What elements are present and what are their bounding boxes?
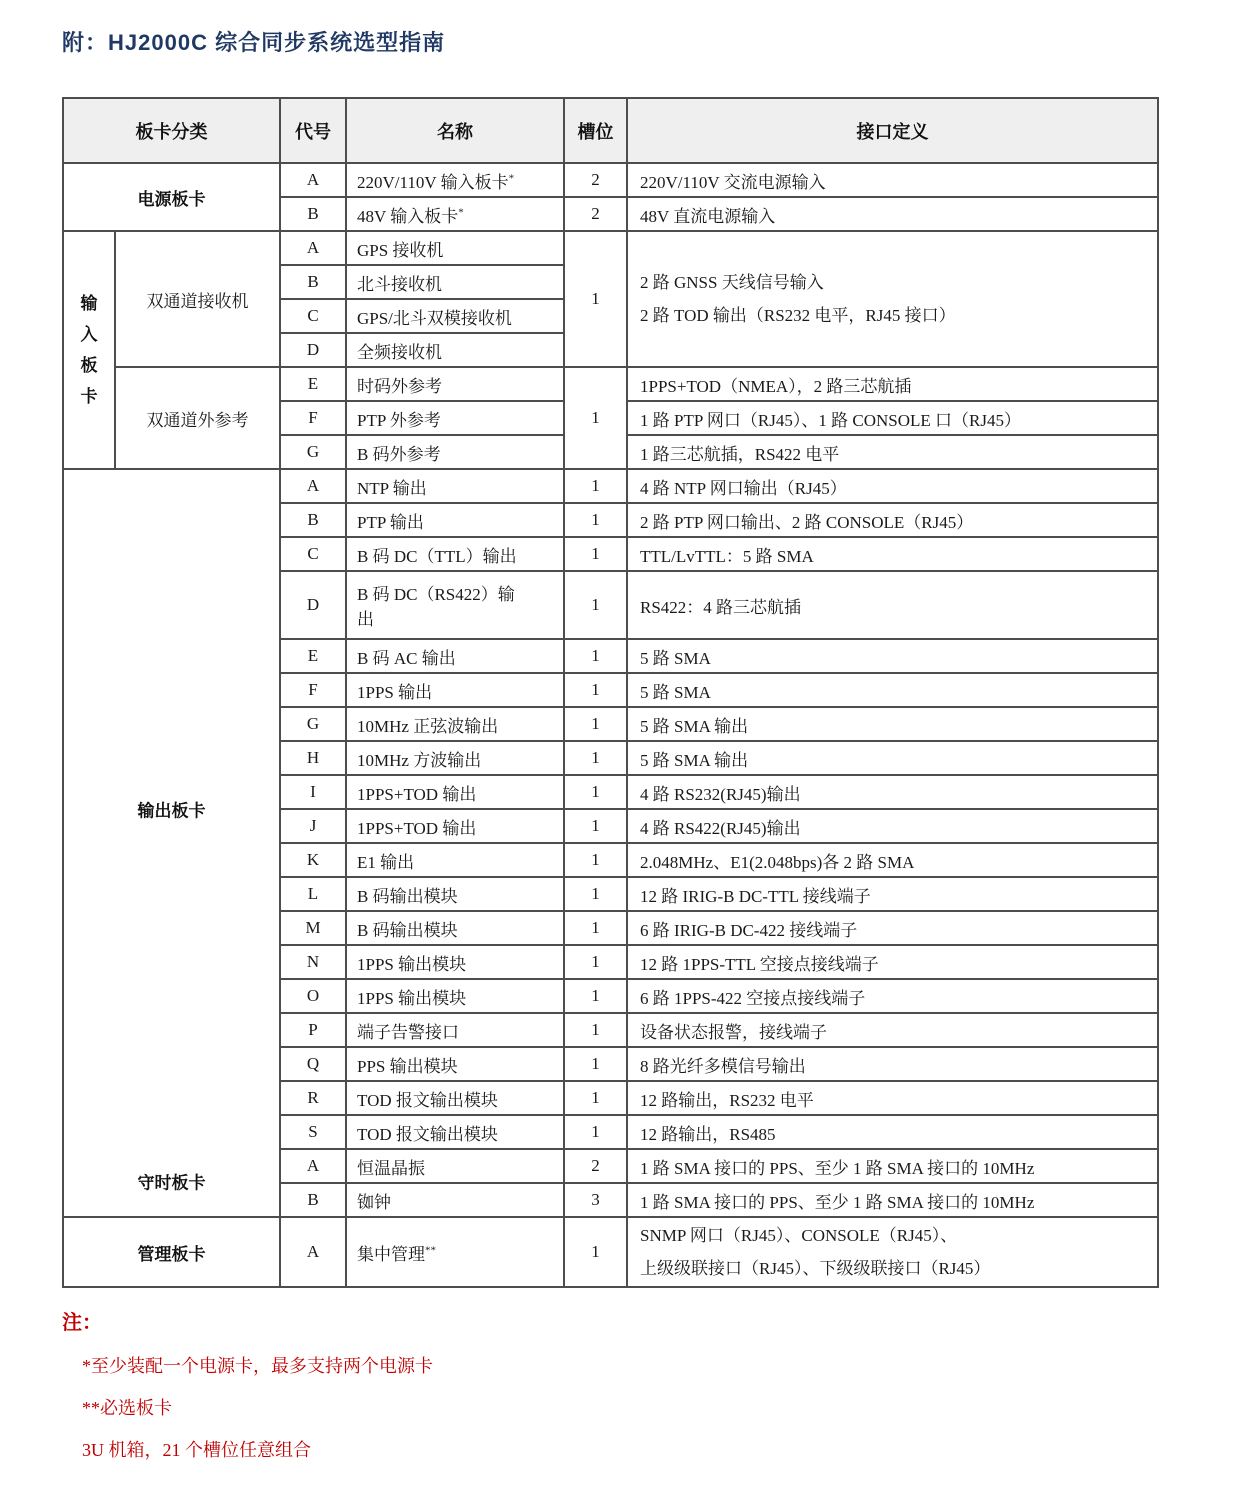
name-cell: TOD 报文输出模块	[346, 1115, 564, 1149]
code-cell: A	[280, 1217, 346, 1287]
slot-cell: 2	[564, 197, 627, 231]
subsection-label-ext-ref: 双通道外参考	[115, 367, 280, 469]
slot-cell: 2	[564, 1149, 627, 1183]
slot-cell: 1	[564, 231, 627, 367]
table-row	[63, 469, 1158, 503]
interface-cell	[627, 231, 1158, 367]
slot-cell: 1	[564, 707, 627, 741]
code-cell: F	[280, 401, 346, 435]
slot-cell: 1	[564, 979, 627, 1013]
name-text: 220V/110V 输入板卡	[357, 172, 509, 192]
interface-cell: 5 路 SMA	[627, 673, 1158, 707]
slot-cell: 1	[564, 673, 627, 707]
interface-cell: 12 路输出，RS485	[627, 1115, 1158, 1149]
slot-cell: 1	[564, 877, 627, 911]
section-label-timekeeping: 守时板卡	[137, 1173, 206, 1193]
code-cell: R	[280, 1081, 346, 1115]
code-cell: E	[280, 367, 346, 401]
table-row	[63, 1217, 1158, 1287]
section-label-power: 电源板卡	[63, 163, 280, 231]
code-cell: I	[280, 775, 346, 809]
code-cell: A	[280, 469, 346, 503]
interface-cell: 4 路 NTP 网口输出（RJ45）	[627, 469, 1158, 503]
code-cell: G	[280, 707, 346, 741]
name-cell: 北斗接收机	[346, 265, 564, 299]
code-cell: G	[280, 435, 346, 469]
section-label-input: 输 入 板 卡	[63, 231, 115, 469]
name-cell: TOD 报文输出模块	[346, 1081, 564, 1115]
name-cell: 1PPS 输出模块	[346, 945, 564, 979]
name-cell: B 码 DC（TTL）输出	[346, 537, 564, 571]
name-cell: 全频接收机	[346, 333, 564, 367]
name-cell: 恒温晶振	[346, 1149, 564, 1183]
code-cell: P	[280, 1013, 346, 1047]
name-cell	[346, 571, 564, 639]
code-cell: K	[280, 843, 346, 877]
name-cell: 铷钟	[346, 1183, 564, 1217]
name-cell: 10MHz 正弦波输出	[346, 707, 564, 741]
slot-cell: 1	[564, 1013, 627, 1047]
interface-cell: 48V 直流电源输入	[627, 197, 1158, 231]
code-cell: J	[280, 809, 346, 843]
name-cell: GPS/北斗双模接收机	[346, 299, 564, 333]
name-cell: PPS 输出模块	[346, 1047, 564, 1081]
interface-cell: 12 路输出，RS232 电平	[627, 1081, 1158, 1115]
selection-table	[62, 97, 1159, 1288]
interface-cell: 5 路 SMA 输出	[627, 741, 1158, 775]
slot-cell: 1	[564, 1217, 627, 1287]
footnote-marker: *	[458, 205, 464, 218]
slot-cell: 1	[564, 775, 627, 809]
name-text: 48V 输入板卡	[357, 206, 459, 226]
interface-line: 2 路 TOD 输出（RS232 电平，RJ45 接口）	[640, 306, 956, 325]
code-cell: N	[280, 945, 346, 979]
interface-cell: 6 路 1PPS-422 空接点接线端子	[627, 979, 1158, 1013]
name-cell: 10MHz 方波输出	[346, 741, 564, 775]
code-cell: Q	[280, 1047, 346, 1081]
code-cell: C	[280, 299, 346, 333]
slot-cell: 1	[564, 741, 627, 775]
section-label-management: 管理板卡	[63, 1217, 280, 1287]
table-row	[63, 231, 1158, 265]
interface-cell: 220V/110V 交流电源输入	[627, 163, 1158, 197]
interface-cell: 12 路 IRIG-B DC-TTL 接线端子	[627, 877, 1158, 911]
interface-cell: 12 路 1PPS-TTL 空接点接线端子	[627, 945, 1158, 979]
name-cell: B 码输出模块	[346, 911, 564, 945]
name-cell: 1PPS 输出模块	[346, 979, 564, 1013]
slot-cell: 1	[564, 571, 627, 639]
name-cell: 端子告警接口	[346, 1013, 564, 1047]
name-cell: PTP 输出	[346, 503, 564, 537]
section-label-output-timekeeping	[63, 469, 280, 1217]
slot-cell: 1	[564, 843, 627, 877]
name-cell	[346, 163, 564, 197]
slot-cell: 1	[564, 809, 627, 843]
slot-cell: 1	[564, 1081, 627, 1115]
slot-cell: 1	[564, 639, 627, 673]
interface-cell: 4 路 RS232(RJ45)输出	[627, 775, 1158, 809]
slot-cell: 1	[564, 537, 627, 571]
col-header-slot: 槽位	[564, 98, 627, 163]
footnote-marker: **	[425, 1243, 436, 1256]
name-cell	[346, 197, 564, 231]
interface-cell: 5 路 SMA 输出	[627, 707, 1158, 741]
slot-cell: 1	[564, 1115, 627, 1149]
page-title: 附：HJ2000C 综合同步系统选型指南	[62, 30, 446, 55]
col-header-name: 名称	[346, 98, 564, 163]
code-cell: H	[280, 741, 346, 775]
interface-cell: 1 路 SMA 接口的 PPS、至少 1 路 SMA 接口的 10MHz	[627, 1149, 1158, 1183]
interface-cell	[627, 1217, 1158, 1287]
code-cell: B	[280, 265, 346, 299]
name-cell: GPS 接收机	[346, 231, 564, 265]
code-cell: D	[280, 571, 346, 639]
code-cell: B	[280, 503, 346, 537]
interface-cell: 5 路 SMA	[627, 639, 1158, 673]
interface-cell: 6 路 IRIG-B DC-422 接线端子	[627, 911, 1158, 945]
interface-cell: 2 路 PTP 网口输出、2 路 CONSOLE（RJ45）	[627, 503, 1158, 537]
name-text: 集中管理	[357, 1244, 425, 1264]
code-cell: L	[280, 877, 346, 911]
code-cell: S	[280, 1115, 346, 1149]
col-header-code: 代号	[280, 98, 346, 163]
name-cell: 时码外参考	[346, 367, 564, 401]
interface-cell: RS422：4 路三芯航插	[627, 571, 1158, 639]
subsection-label-receiver: 双通道接收机	[115, 231, 280, 367]
note-line: **必选板卡	[82, 1398, 172, 1418]
name-cell: NTP 输出	[346, 469, 564, 503]
section-label-output: 输出板卡	[137, 801, 206, 821]
col-header-category: 板卡分类	[63, 98, 280, 163]
code-cell: A	[280, 231, 346, 265]
name-cell: B 码输出模块	[346, 877, 564, 911]
note-line: 3U 机箱，21 个槽位任意组合	[82, 1440, 311, 1460]
interface-cell: 1 路三芯航插，RS422 电平	[627, 435, 1158, 469]
code-cell: D	[280, 333, 346, 367]
slot-cell: 1	[564, 945, 627, 979]
interface-cell: 设备状态报警，接线端子	[627, 1013, 1158, 1047]
table-row	[63, 163, 1158, 197]
name-cell: E1 输出	[346, 843, 564, 877]
code-cell: E	[280, 639, 346, 673]
code-cell: B	[280, 197, 346, 231]
interface-cell: 8 路光纤多模信号输出	[627, 1047, 1158, 1081]
interface-line: 2 路 GNSS 天线信号输入	[640, 273, 824, 292]
code-cell: M	[280, 911, 346, 945]
slot-cell: 1	[564, 503, 627, 537]
code-cell: O	[280, 979, 346, 1013]
name-cell: 1PPS+TOD 输出	[346, 775, 564, 809]
slot-cell: 1	[564, 469, 627, 503]
slot-cell: 2	[564, 163, 627, 197]
interface-line: SNMP 网口（RJ45）、CONSOLE（RJ45）、	[640, 1226, 958, 1245]
slot-cell: 1	[564, 1047, 627, 1081]
name-cell: 1PPS 输出	[346, 673, 564, 707]
interface-cell: 1PPS+TOD（NMEA），2 路三芯航插	[627, 367, 1158, 401]
interface-line: 上级级联接口（RJ45）、下级级联接口（RJ45）	[640, 1259, 991, 1278]
note-line: *至少装配一个电源卡，最多支持两个电源卡	[82, 1356, 433, 1376]
name-cell: B 码 AC 输出	[346, 639, 564, 673]
name-text: B 码 DC（RS422）输出	[357, 585, 515, 629]
table-header-row	[63, 98, 1158, 163]
interface-cell: 1 路 SMA 接口的 PPS、至少 1 路 SMA 接口的 10MHz	[627, 1183, 1158, 1217]
name-cell: B 码外参考	[346, 435, 564, 469]
code-cell: B	[280, 1183, 346, 1217]
slot-cell: 1	[564, 367, 627, 469]
interface-cell: TTL/LvTTL：5 路 SMA	[627, 537, 1158, 571]
slot-cell: 1	[564, 911, 627, 945]
interface-cell: 2.048MHz、E1(2.048bps)各 2 路 SMA	[627, 843, 1158, 877]
code-cell: A	[280, 163, 346, 197]
code-cell: F	[280, 673, 346, 707]
slot-cell: 3	[564, 1183, 627, 1217]
notes-heading: 注：	[62, 1312, 102, 1334]
footnote-marker: *	[508, 171, 515, 184]
code-cell: A	[280, 1149, 346, 1183]
code-cell: C	[280, 537, 346, 571]
interface-cell: 1 路 PTP 网口（RJ45）、1 路 CONSOLE 口（RJ45）	[627, 401, 1158, 435]
name-cell	[346, 1217, 564, 1287]
table-row	[63, 367, 1158, 401]
name-cell: 1PPS+TOD 输出	[346, 809, 564, 843]
name-cell: PTP 外参考	[346, 401, 564, 435]
col-header-interface: 接口定义	[627, 98, 1158, 163]
interface-cell: 4 路 RS422(RJ45)输出	[627, 809, 1158, 843]
